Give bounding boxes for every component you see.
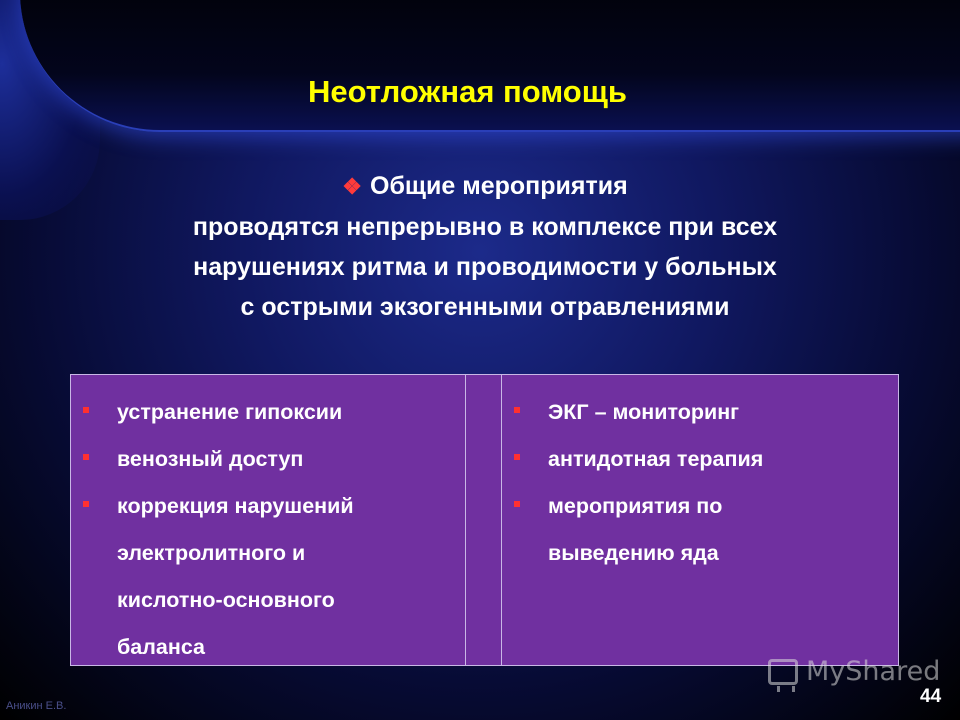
list-item: мероприятия по выведению яда [514, 483, 898, 577]
intro-line-3: нарушениях ритма и проводимости у больных [193, 253, 777, 281]
table-column-right [502, 375, 898, 665]
square-bullet-icon [514, 501, 520, 507]
list-item: антидотная терапия [514, 436, 898, 483]
slide-title: Неотложная помощь [308, 74, 627, 109]
page-number: 44 [920, 686, 942, 707]
right-list [514, 389, 898, 577]
table-column-left [71, 375, 466, 665]
list-item: устранение гипоксии [83, 389, 465, 436]
measures-table [70, 374, 899, 666]
square-bullet-icon [83, 407, 89, 413]
left-list [83, 389, 465, 671]
intro-text [100, 166, 870, 327]
presentation-icon [768, 659, 798, 685]
list-item: ЭКГ – мониторинг [514, 389, 898, 436]
square-bullet-icon [514, 454, 520, 460]
list-item: коррекция нарушений электролитного и кислотно-основного баланса [83, 483, 465, 671]
square-bullet-icon [514, 407, 520, 413]
intro-line-2: проводятся непрерывно в комплексе при всех [192, 213, 778, 241]
intro-line-1: ❖ Общие мероприятия [100, 166, 870, 207]
square-bullet-icon [83, 501, 89, 507]
table-column-spacer [466, 375, 502, 665]
diamond-bullet-icon: ❖ [342, 174, 363, 199]
header-band-decoration [20, 0, 960, 132]
list-item: венозный доступ [83, 436, 465, 483]
watermark-logo: MyShared [768, 656, 940, 687]
intro-line-4: с острыми экзогенными отравлениями [240, 293, 730, 321]
author-credit: Аникин Е.В. [6, 700, 67, 712]
square-bullet-icon [83, 454, 89, 460]
